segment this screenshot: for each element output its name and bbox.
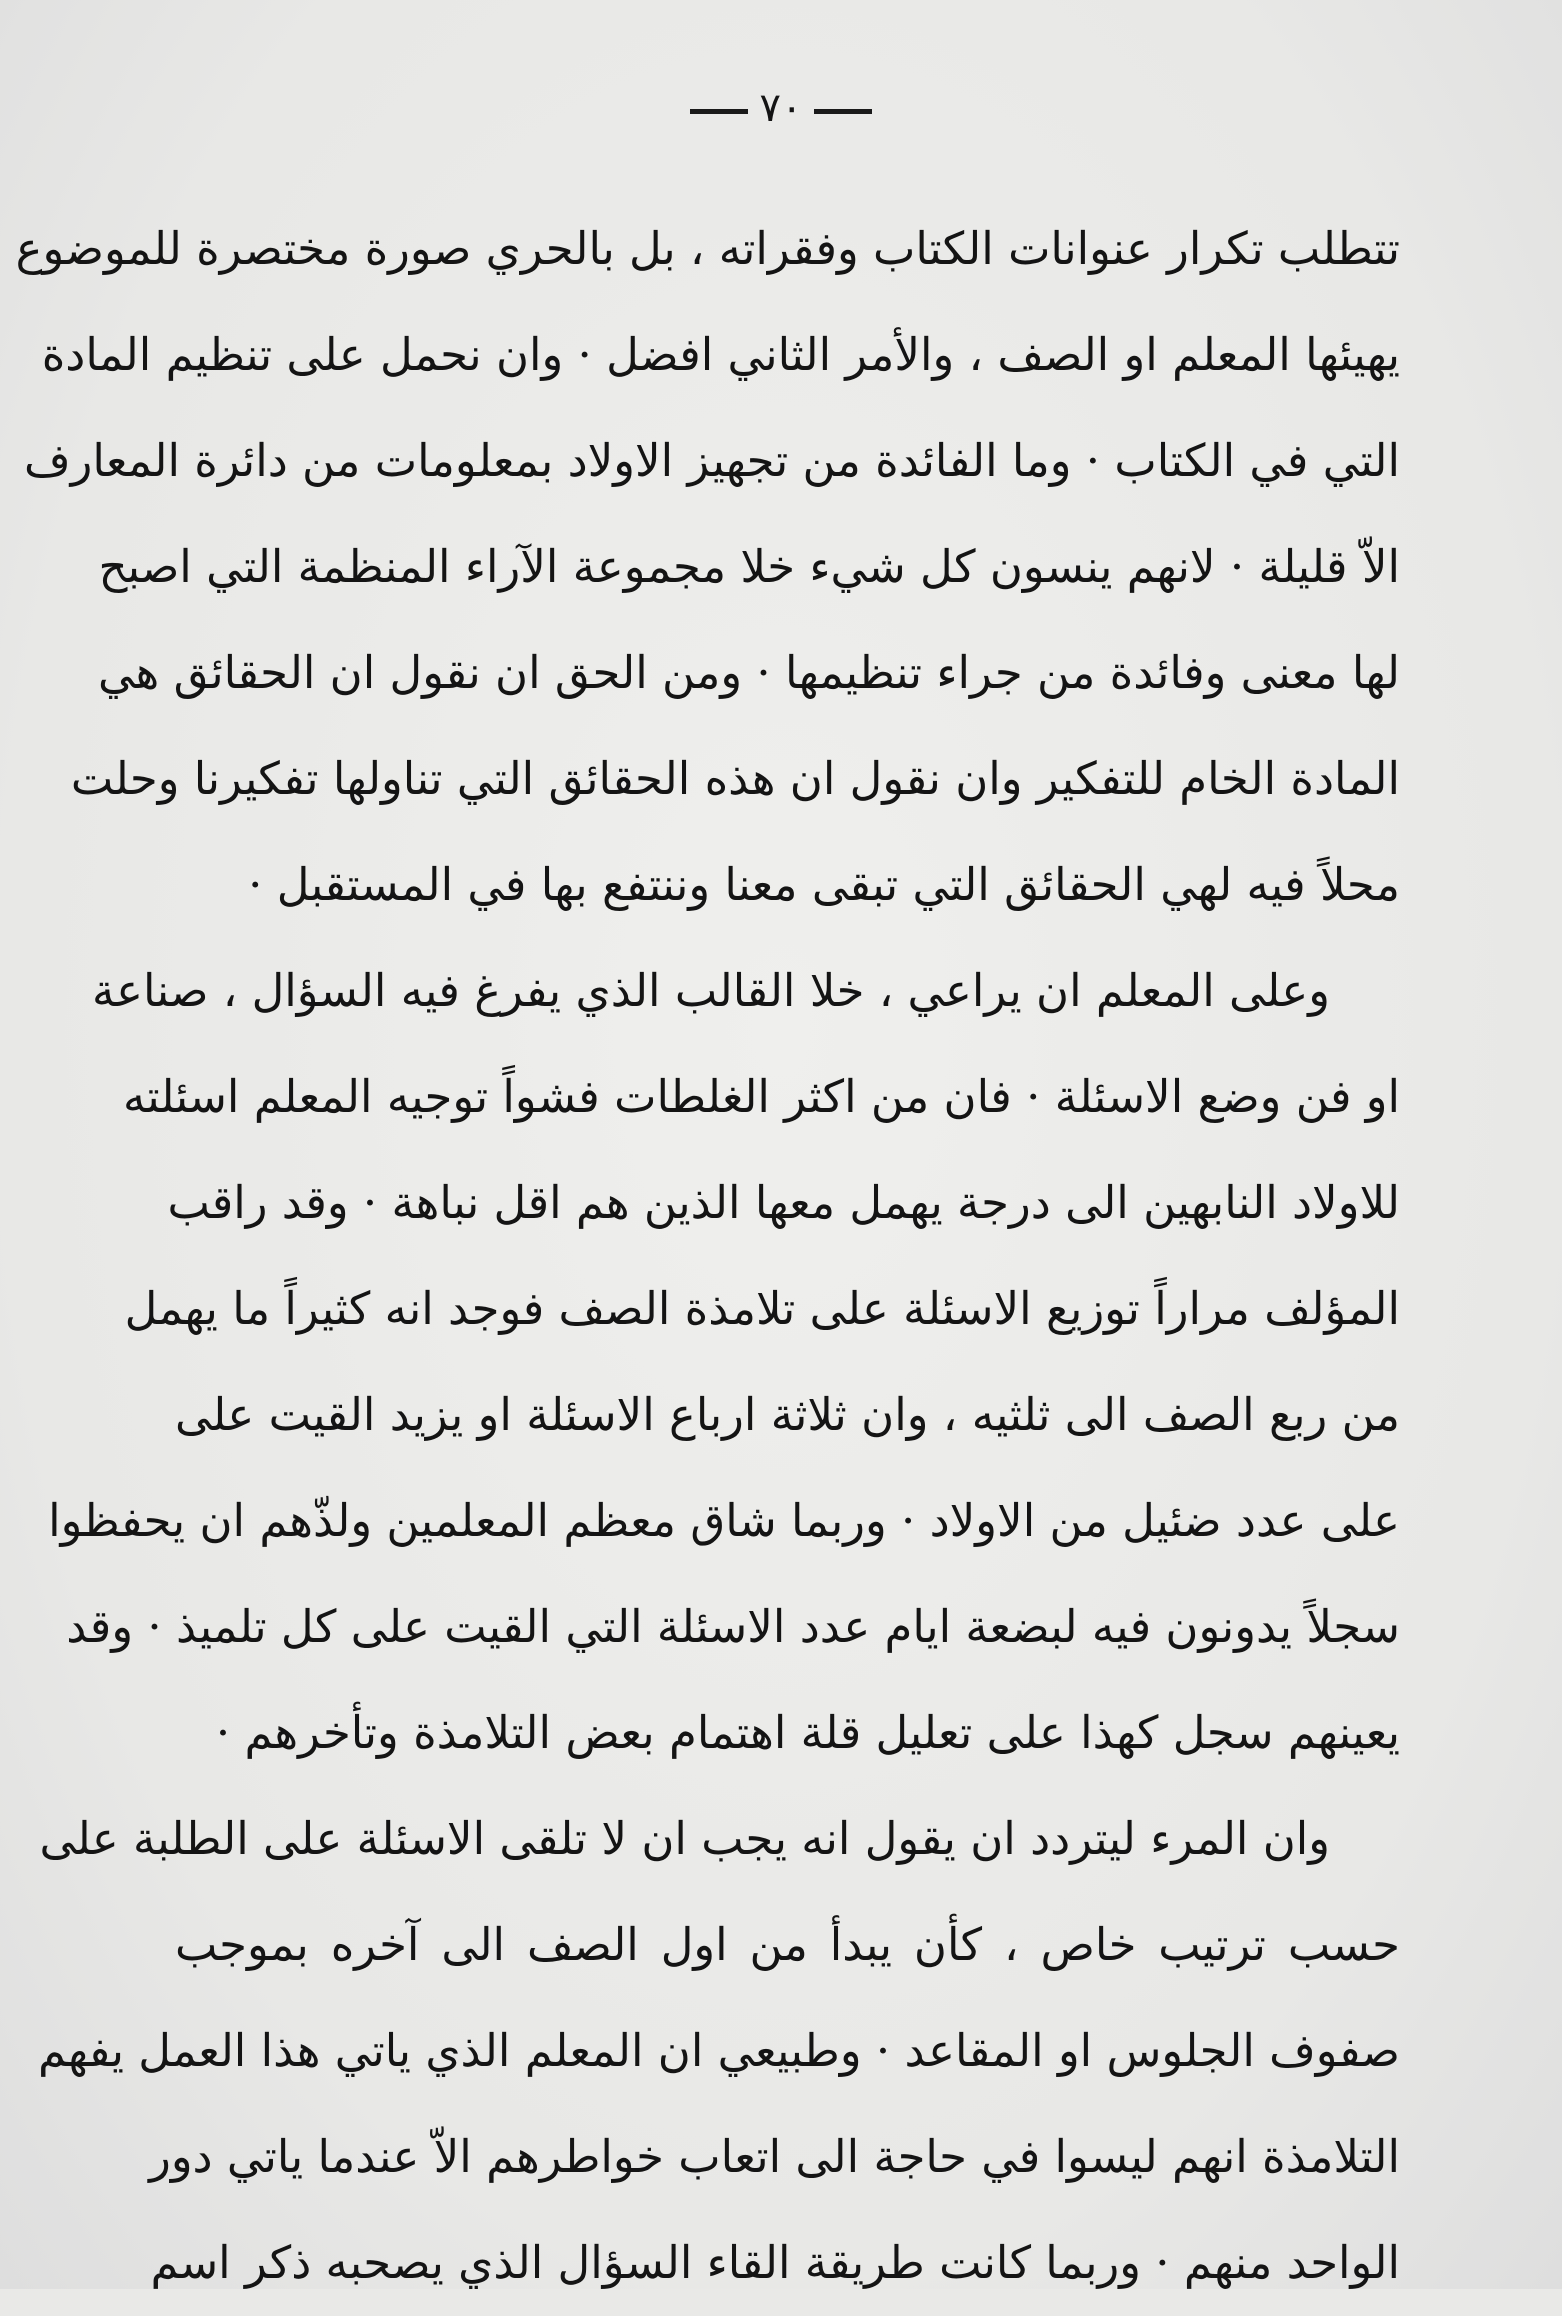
text-line: المادة الخام للتفكير وان نقول ان هذه الحقائق التي تناولها تفكيرنا وحلت [70, 752, 1400, 805]
text-line: الاّ قليلة · لانهم ينسون كل شيء خلا مجموعة الآراء المنظمة التي اصبح [98, 540, 1400, 593]
text-line: وان المرء ليتردد ان يقول انه يجب ان لا تلقى الاسئلة على الطلبة على [39, 1812, 1330, 1865]
text-line: سجلاً يدونون فيه لبضعة ايام عدد الاسئلة التي القيت على كل تلميذ · وقد [66, 1600, 1400, 1653]
text-line: من ربع الصف الى ثلثيه ، وان ثلاثة ارباع الاسئلة او يزيد القيت على [175, 1388, 1400, 1441]
text-line: التلامذة انهم ليسوا في حاجة الى اتعاب خواطرهم الاّ عندما ياتي دور [149, 2130, 1400, 2183]
text-line: يعينهم سجل كهذا على تعليل قلة اهتمام بعض التلامذة وتأخرهم · [215, 1706, 1400, 1759]
text-line: تتطلب تكرار عنوانات الكتاب وفقراته ، بل بالحري صورة مختصرة للموضوع [15, 222, 1400, 275]
text-line: حسب ترتيب خاص ، كأن يبدأ من اول الصف الى آخره بموجب [175, 1918, 1400, 1971]
text-line: او فن وضع الاسئلة · فان من اكثر الغلطات فشواً توجيه المعلم اسئلته [123, 1070, 1400, 1123]
text-line: يهيئها المعلم او الصف ، والأمر الثاني افضل · وان نحمل على تنظيم المادة [41, 328, 1400, 381]
text-line: على عدد ضئيل من الاولاد · وربما شاق معظم المعلمين ولذّهم ان يحفظوا [48, 1494, 1400, 1547]
text-line: صفوف الجلوس او المقاعد · وطبيعي ان المعلم الذي ياتي هذا العمل يفهم [38, 2024, 1400, 2077]
text-line: محلاً فيه لهي الحقائق التي تبقى معنا وننتفع بها في المستقبل · [248, 858, 1400, 911]
page-number-text: ٧٠ [759, 85, 803, 131]
text-line: للاولاد النابهين الى درجة يهمل معها الذين هم اقل نباهة · وقد راقب [167, 1176, 1400, 1229]
text-line: لها معنى وفائدة من جراء تنظيمها · ومن الحق ان نقول ان الحقائق هي [98, 646, 1400, 699]
page-number [0, 82, 1562, 134]
text-line: المؤلف مراراً توزيع الاسئلة على تلامذة الصف فوجد انه كثيراً ما يهمل [124, 1282, 1400, 1335]
page-number-dash-left [690, 109, 748, 114]
text-line: التي في الكتاب · وما الفائدة من تجهيز الاولاد بمعلومات من دائرة المعارف [23, 434, 1400, 487]
page-number-dash-right [814, 109, 872, 114]
text-line: وعلى المعلم ان يراعي ، خلا القالب الذي يفرغ فيه السؤال ، صناعة [91, 964, 1330, 1017]
text-line: الواحد منهم · وربما كانت طريقة القاء السؤال الذي يصحبه ذكر اسم [150, 2236, 1400, 2289]
body-text [15, 196, 1400, 2316]
